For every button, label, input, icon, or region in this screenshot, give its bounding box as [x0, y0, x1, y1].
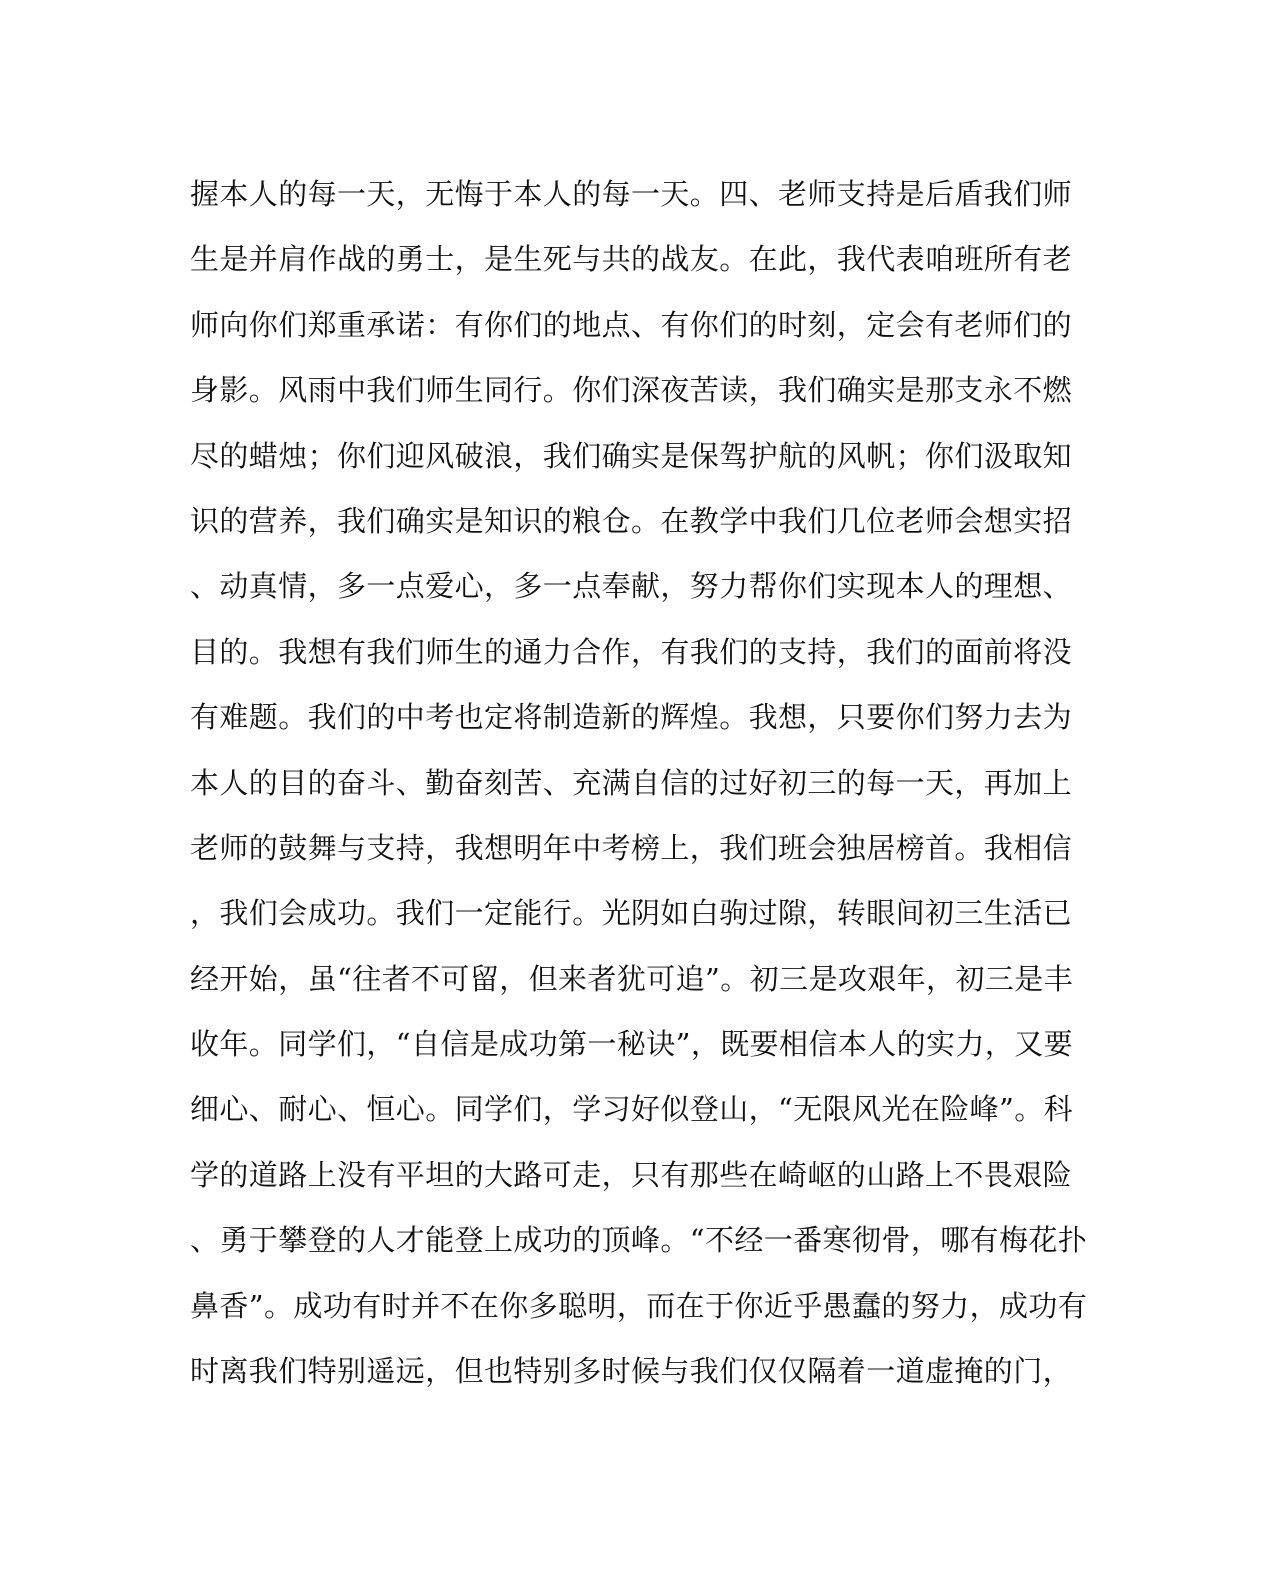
text-line: 鼻香”。成功有时并不在你多聪明，而在于你近乎愚蠢的努力，成功有	[190, 1288, 1088, 1323]
text-line: 目的。我想有我们师生的通力合作，有我们的支持，我们的面前将没	[190, 634, 1073, 669]
text-line: 收年。同学们，“自信是成功第一秘诀”，既要相信本人的实力，又要	[190, 1027, 1074, 1062]
text-line: 有难题。我们的中考也定将制造新的辉煌。我想，只要你们努力去为	[190, 700, 1073, 735]
text-line: 握本人的每一天，无悔于本人的每一天。四、老师支持是后盾我们师	[190, 177, 1073, 211]
text-line: 、勇于攀登的人才能登上成功的顶峰。“不经一番寒彻骨，哪有梅花扑	[190, 1223, 1088, 1258]
text-line: 生是并肩作战的勇士，是生死与共的战友。在此，我代表咱班所有老	[190, 242, 1073, 277]
text-line: 本人的目的奋斗、勤奋刻苦、充满自信的过好初三的每一天，再加上	[190, 765, 1073, 800]
text-line: 尽的蜡烛；你们迎风破浪，我们确实是保驾护航的风帆；你们汲取知	[190, 438, 1073, 473]
text-line: 识的营养，我们确实是知识的粮仓。在教学中我们几位老师会想实招	[190, 503, 1073, 538]
text-line: 细心、耐心、恒心。同学们，学习好似登山，“无限风光在险峰”。科	[190, 1092, 1074, 1127]
text-line: 时离我们特别遥远，但也特别多时候与我们仅仅隔着一道虚掩的门，	[190, 1354, 1073, 1389]
text-line: 老师的鼓舞与支持，我想明年中考榜上，我们班会独居榜首。我相信	[190, 830, 1073, 865]
text-line: 经开始，虽“往者不可留，但来者犹可追”。初三是攻艰年，初三是丰	[190, 961, 1074, 996]
text-line: ，我们会成功。我们一定能行。光阴如白驹过隙，转眼间初三生活已	[190, 896, 1073, 931]
text-line: 身影。风雨中我们师生同行。你们深夜苦读，我们确实是那支永不燃	[190, 373, 1073, 408]
text-line: 师向你们郑重承诺：有你们的地点、有你们的时刻，定会有老师们的	[190, 307, 1073, 342]
text-line: 、动真情，多一点爱心，多一点奉献，努力帮你们实现本人的理想、	[190, 569, 1073, 604]
body-text	[190, 162, 1088, 1404]
text-line: 学的道路上没有平坦的大路可走，只有那些在崎岖的山路上不畏艰险	[190, 1157, 1073, 1192]
